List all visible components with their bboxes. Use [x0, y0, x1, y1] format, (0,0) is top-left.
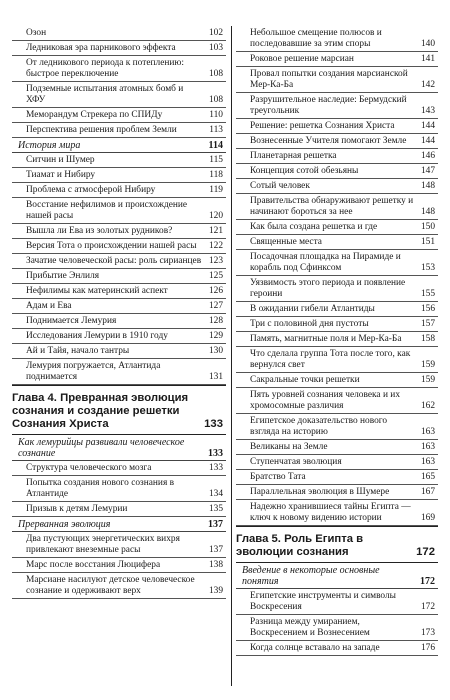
- toc-entry-title: Братство Тата: [250, 471, 306, 482]
- toc-entry: [12, 558, 226, 573]
- toc-entry: [12, 573, 226, 599]
- toc-entry-title: Правительства обнаруживают решетку и начинают бороться за нее: [250, 195, 414, 217]
- toc-entry: [236, 93, 438, 119]
- toc-entry-title: Восстание нефилимов и происхождение нашей расы: [26, 199, 188, 221]
- toc-entry-title: Вознесенные Учителя помогают Земле: [250, 135, 407, 146]
- toc-entry: [236, 220, 438, 235]
- section-heading: [12, 517, 226, 532]
- toc-entry-title: Проблема с атмосферой Нибиру: [26, 184, 156, 195]
- toc-entry-title: Меморандум Стрекера по СПИДу: [26, 109, 163, 120]
- toc-entry-page: 120: [208, 210, 223, 221]
- toc-entry-page: 153: [420, 262, 435, 273]
- toc-entry-page: 143: [420, 105, 435, 116]
- toc-entry: [12, 198, 226, 224]
- toc-entry: [12, 532, 226, 558]
- toc-entry: [236, 485, 438, 500]
- toc-entry-title: Прерванная эволюция: [18, 518, 111, 530]
- toc-entry: [12, 56, 226, 82]
- toc-entry-title: От ледникового периода к потеплению: быстрое переключение: [26, 57, 184, 79]
- toc-entry-title: Глава 4. Превранная эволюция сознания и создание решетки Сознания Христа: [12, 392, 189, 430]
- section-heading: [236, 563, 438, 589]
- toc-entry-title: Решение: решетка Сознания Христа: [250, 120, 395, 131]
- toc-entry-page: 128: [208, 315, 223, 326]
- toc-entry-page: 126: [208, 285, 223, 296]
- toc-entry-page: 159: [420, 374, 435, 385]
- toc-entry: [236, 250, 438, 276]
- toc-entry-page: 163: [420, 456, 435, 467]
- toc-entry: [12, 269, 226, 284]
- toc-entry-title: Надежно хранившиеся тайны Египта — ключ к новому видению истории: [250, 501, 411, 523]
- section-heading: [12, 435, 226, 461]
- toc-entry-page: 165: [420, 471, 435, 482]
- toc-entry: [236, 235, 438, 250]
- toc-entry-page: 163: [420, 441, 435, 452]
- toc-entry-page: 138: [208, 559, 223, 570]
- toc-entry-title: Структура человеческого мозга: [26, 462, 152, 473]
- toc-entry: [236, 388, 438, 414]
- toc-entry-title: Уязвимость этого периода и появление героини: [250, 277, 406, 299]
- toc-entry-title: Египетское доказательство нового взгляда на историю: [250, 415, 388, 437]
- toc-entry-title: Марсиане насилуют детское человеческое сознание и одерживают верх: [26, 574, 195, 596]
- toc-entry-title: Ай и Тайя, начало тантры: [26, 345, 130, 356]
- toc-entry-page: 176: [420, 642, 435, 653]
- toc-entry-page: 148: [420, 206, 435, 217]
- toc-column-left: [12, 26, 226, 599]
- toc-entry-page: 108: [208, 94, 223, 105]
- toc-entry-title: Египетские инструменты и символы Воскресения: [250, 590, 396, 612]
- toc-entry-title: Планетарная решетка: [250, 150, 337, 161]
- toc-entry: [12, 344, 226, 359]
- toc-entry: [236, 455, 438, 470]
- chapter-heading: [236, 526, 438, 563]
- toc-entry-page: 142: [420, 79, 435, 90]
- section-heading: [12, 138, 226, 153]
- toc-entry: [12, 108, 226, 123]
- toc-entry-title: Провал попытки создания марсианской Мер-Ка-Ба: [250, 68, 408, 90]
- toc-entry: [236, 500, 438, 526]
- toc-entry: [12, 26, 226, 41]
- toc-entry-page: 169: [420, 512, 435, 523]
- toc-entry-page: 144: [420, 135, 435, 146]
- toc-entry-title: Посадочная площадка на Пирамиде и корабль под Сфинксом: [250, 251, 401, 273]
- toc-entry-page: 139: [208, 585, 223, 596]
- toc-entry-title: Память, магнитные поля и Мер-Ка-Ба: [250, 333, 402, 344]
- toc-entry-title: Подземные испытания атомных бомб и ХФУ: [26, 83, 184, 105]
- toc-entry-page: 151: [420, 236, 435, 247]
- toc-entry-page: 103: [208, 42, 223, 53]
- toc-entry-page: 134: [208, 488, 223, 499]
- toc-entry: [236, 179, 438, 194]
- toc-entry-page: 121: [208, 225, 223, 236]
- toc-column-right: [236, 26, 438, 656]
- toc-entry-page: 140: [420, 38, 435, 49]
- toc-entry-title: Когда солнце вставало на западе: [250, 642, 380, 653]
- chapter-heading: [12, 385, 226, 435]
- toc-entry-page: 156: [420, 303, 435, 314]
- toc-entry: [236, 589, 438, 615]
- toc-entry-page: 129: [208, 330, 223, 341]
- toc-entry-page: 150: [420, 221, 435, 232]
- toc-entry: [236, 440, 438, 455]
- toc-entry: [12, 239, 226, 254]
- toc-entry: [12, 314, 226, 329]
- toc-entry: [12, 476, 226, 502]
- toc-entry-title: Разрушительное наследие: Бермудский треугольник: [250, 94, 407, 116]
- toc-entry: [12, 359, 226, 385]
- toc-entry-title: Два пустующих энергетических вихря привлекают внеземные расы: [26, 533, 180, 555]
- toc-entry-title: Нефилимы как материнский аспект: [26, 285, 168, 296]
- toc-entry-page: 110: [209, 109, 223, 120]
- toc-entry-title: Ледниковая эра парникового эффекта: [26, 42, 176, 53]
- toc-entry-page: 172: [416, 546, 435, 558]
- toc-entry-page: 155: [420, 288, 435, 299]
- toc-entry: [12, 41, 226, 56]
- toc-entry: [236, 373, 438, 388]
- toc-entry: [236, 164, 438, 179]
- toc-entry-title: Как лемурийцы развивали человеческое сознание: [18, 436, 185, 459]
- toc-entry-title: Разница между умиранием, Воскресением и Вознесением: [250, 616, 370, 638]
- toc-entry-title: Концепция сотой обезьяны: [250, 165, 359, 176]
- toc-entry-page: 162: [420, 400, 435, 411]
- toc-entry-title: Параллельная эволюция в Шумере: [250, 486, 390, 497]
- toc-entry: [236, 67, 438, 93]
- toc-entry-title: Три с половиной дня пустоты: [250, 318, 369, 329]
- toc-entry: [236, 149, 438, 164]
- toc-entry: [236, 414, 438, 440]
- toc-entry: [12, 224, 226, 239]
- toc-entry-page: 135: [208, 503, 223, 514]
- toc-entry-page: 144: [420, 120, 435, 131]
- toc-entry: [236, 119, 438, 134]
- toc-entry-title: Зачатие человеческой расы: роль сирианцев: [26, 255, 202, 266]
- toc-entry-title: Как была создана решетка и где: [250, 221, 378, 232]
- toc-entry-page: 133: [208, 462, 223, 473]
- toc-entry-title: Тиамат и Нибиру: [26, 169, 96, 180]
- toc-entry-title: Роковое решение марсиан: [250, 53, 354, 64]
- toc-entry-title: Введение в некоторые основные понятия: [242, 564, 380, 587]
- toc-entry: [236, 134, 438, 149]
- toc-entry-title: Поднимается Лемурия: [26, 315, 117, 326]
- toc-entry: [12, 461, 226, 476]
- toc-entry-page: 125: [208, 270, 223, 281]
- toc-entry-title: Великаны на Земле: [250, 441, 328, 452]
- toc-entry-page: 158: [420, 333, 435, 344]
- toc-entry: [12, 82, 226, 108]
- toc-entry: [236, 615, 438, 641]
- toc-entry-page: 108: [208, 68, 223, 79]
- toc-entry-page: 113: [209, 124, 223, 135]
- toc-entry: [236, 26, 438, 52]
- toc-entry: [236, 641, 438, 656]
- column-divider: [231, 26, 232, 686]
- toc-entry-title: Лемурия погружается, Атлантида поднимается: [26, 360, 161, 382]
- toc-entry: [236, 470, 438, 485]
- toc-entry-page: 137: [208, 518, 223, 530]
- toc-entry-page: 167: [420, 486, 435, 497]
- toc-entry-title: Попытка создания нового сознания в Атлантиде: [26, 477, 175, 499]
- toc-entry-title: Адам и Ева: [26, 300, 72, 311]
- toc-entry: [236, 276, 438, 302]
- toc-entry-page: 118: [209, 169, 223, 180]
- toc-entry: [12, 329, 226, 344]
- toc-entry-title: Марс после восстания Люцифера: [26, 559, 161, 570]
- toc-entry: [12, 254, 226, 269]
- toc-entry-title: История мира: [18, 139, 81, 151]
- toc-entry-title: Прибытие Энлиля: [26, 270, 100, 281]
- toc-entry-page: 172: [420, 575, 435, 587]
- toc-entry-page: 137: [208, 544, 223, 555]
- toc-entry-page: 114: [208, 139, 223, 151]
- toc-entry-page: 130: [208, 345, 223, 356]
- toc-entry-title: Пять уровней сознания человека и их хромосомные различия: [250, 389, 401, 411]
- toc-entry-page: 115: [209, 154, 223, 165]
- toc-entry: [236, 332, 438, 347]
- toc-entry-page: 163: [420, 426, 435, 437]
- toc-entry: [236, 302, 438, 317]
- toc-entry-page: 123: [208, 255, 223, 266]
- toc-entry-page: 133: [204, 418, 223, 430]
- toc-entry-page: 141: [420, 53, 435, 64]
- toc-entry-page: 146: [420, 150, 435, 161]
- toc-entry: [236, 317, 438, 332]
- toc-entry-page: 131: [208, 371, 223, 382]
- toc-entry-page: 173: [420, 627, 435, 638]
- toc-entry-title: Небольшое смещение полюсов и последовавшие за этим споры: [250, 27, 382, 49]
- toc-entry-title: Исследования Лемурии в 1910 году: [26, 330, 168, 341]
- toc-entry: [12, 153, 226, 168]
- toc-entry-title: Священные места: [250, 236, 322, 247]
- toc-entry: [12, 502, 226, 517]
- toc-entry-page: 119: [209, 184, 223, 195]
- toc-entry: [236, 52, 438, 67]
- toc-entry: [12, 183, 226, 198]
- toc-entry: [12, 123, 226, 138]
- toc-entry-page: 159: [420, 359, 435, 370]
- toc-entry-page: 122: [208, 240, 223, 251]
- toc-entry-title: Версия Тота о происхождении нашей расы: [26, 240, 197, 251]
- toc-entry-page: 102: [208, 27, 223, 38]
- toc-entry: [12, 284, 226, 299]
- toc-entry-title: Что сделала группа Тота после того, как вернулся свет: [250, 348, 411, 370]
- toc-entry-title: Ситчин и Шумер: [26, 154, 95, 165]
- toc-entry: [236, 194, 438, 220]
- toc-entry-title: Ступенчатая эволюция: [250, 456, 342, 467]
- toc-entry-page: 148: [420, 180, 435, 191]
- toc-entry-title: Перспектива решения проблем Земли: [26, 124, 177, 135]
- toc-entry-title: Сакральные точки решетки: [250, 374, 360, 385]
- toc-entry-title: Призыв к детям Лемурии: [26, 503, 128, 514]
- toc-entry-page: 127: [208, 300, 223, 311]
- toc-entry-title: Сотый человек: [250, 180, 310, 191]
- toc-entry-title: Озон: [26, 27, 47, 38]
- toc-entry: [12, 299, 226, 314]
- toc-entry-page: 172: [420, 601, 435, 612]
- toc-entry-page: 133: [208, 447, 223, 459]
- toc-entry-title: В ожидании гибели Атлантиды: [250, 303, 375, 314]
- toc-entry-page: 147: [420, 165, 435, 176]
- toc-entry: [12, 168, 226, 183]
- toc-entry: [236, 347, 438, 373]
- toc-entry-title: Глава 5. Роль Египта в эволюции сознания: [236, 533, 364, 558]
- toc-entry-title: Вышла ли Ева из золотых рудников?: [26, 225, 173, 236]
- toc-entry-page: 157: [420, 318, 435, 329]
